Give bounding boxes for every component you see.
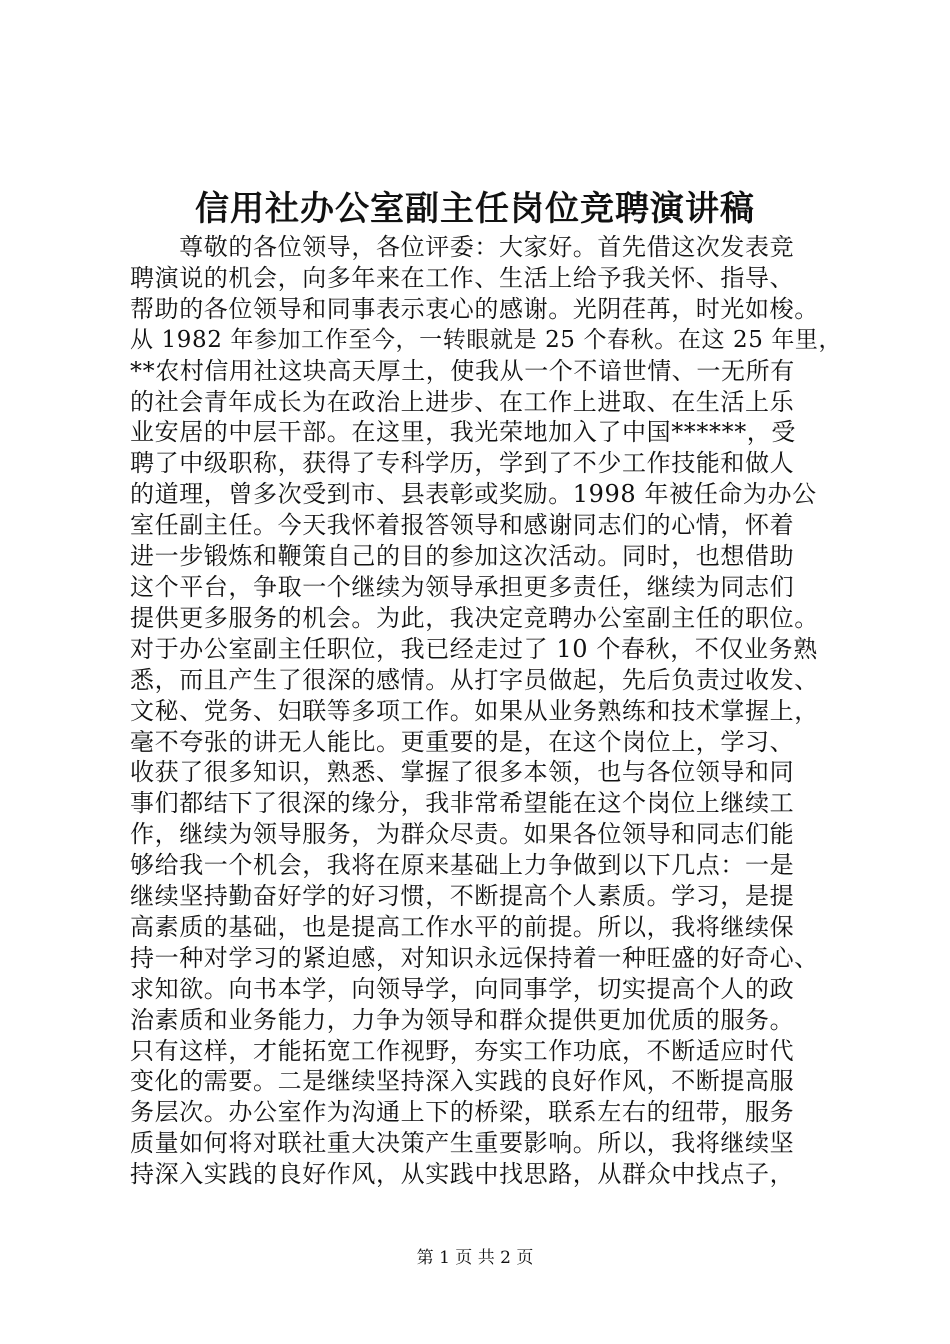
body-line: 高素质的基础，也是提高工作水平的前提。所以，我将继续保 (130, 912, 795, 941)
body-line: 质量如何将对联社重大决策产生重要影响。所以，我将继续坚 (130, 1129, 795, 1158)
body-line: 对于办公室副主任职位，我已经走过了 10 个春秋，不仅业务熟 (130, 634, 818, 663)
body-line: 毫不夸张的讲无人能比。更重要的是，在这个岗位上，学习、 (130, 727, 795, 756)
body-line: 聘了中级职称，获得了专科学历，学到了不少工作技能和做人 (130, 449, 795, 478)
body-line: 悉，而且产生了很深的感情。从打字员做起，先后负责过收发、 (130, 665, 819, 694)
body-line: 尊敬的各位领导，各位评委：大家好。首先借这次发表竞 (130, 233, 795, 261)
document-body (130, 232, 850, 1190)
body-line: 收获了很多知识，熟悉、掌握了很多本领，也与各位领导和同 (130, 758, 795, 787)
body-line: 事们都结下了很深的缘分，我非常希望能在这个岗位上继续工 (130, 789, 795, 818)
body-line: 业安居的中层干部。在这里，我光荣地加入了中国******，受 (130, 418, 796, 447)
body-line: 务层次。办公室作为沟通上下的桥梁，联系左右的纽带，服务 (130, 1098, 795, 1127)
page-number-footer: 第 1 页 共 2 页 (416, 1248, 534, 1268)
body-line: **农村信用社这块高天厚土，使我从一个不谙世情、一无所有 (130, 356, 795, 385)
body-line: 从 1982 年参加工作至今，一转眼就是 25 个春秋。在这 25 年里， (130, 326, 843, 353)
body-line: 的社会青年成长为在政治上进步、在工作上进取、在生活上乐 (130, 387, 795, 416)
body-line: 文秘、党务、妇联等多项工作。如果从业务熟练和技术掌握上， (130, 696, 819, 725)
body-line: 只有这样，才能拓宽工作视野，夯实工作功底，不断适应时代 (130, 1036, 795, 1065)
body-line: 进一步锻炼和鞭策自己的目的参加这次活动。同时，也想借助 (130, 542, 795, 571)
body-line: 持一种对学习的紧迫感，对知识永远保持着一种旺盛的好奇心、 (130, 943, 819, 972)
body-line: 治素质和业务能力，力争为领导和群众提供更加优质的服务。 (130, 1005, 795, 1034)
body-line: 变化的需要。二是继续坚持深入实践的良好作风，不断提高服 (130, 1067, 795, 1096)
body-line: 够给我一个机会，我将在原来基础上力争做到以下几点：一是 (130, 851, 795, 880)
body-line: 提供更多服务的机会。为此，我决定竞聘办公室副主任的职位。 (130, 603, 819, 632)
body-line: 帮助的各位领导和同事表示衷心的感谢。光阴荏苒，时光如梭。 (130, 294, 819, 323)
body-line: 继续坚持勤奋好学的好习惯，不断提高个人素质。学习，是提 (130, 882, 795, 911)
body-line: 求知欲。向书本学，向领导学，向同事学，切实提高个人的政 (130, 974, 795, 1003)
body-line: 室任副主任。今天我怀着报答领导和感谢同志们的心情，怀着 (130, 511, 795, 540)
body-line: 的道理，曾多次受到市、县表彰或奖励。1998 年被任命为办公 (130, 480, 817, 509)
document-title: 信用社办公室副主任岗位竞聘演讲稿 (195, 189, 755, 229)
body-line: 持深入实践的良好作风，从实践中找思路，从群众中找点子， (130, 1160, 795, 1189)
body-line: 聘演说的机会，向多年来在工作、生活上给予我关怀、指导、 (130, 263, 795, 292)
body-line: 这个平台，争取一个继续为领导承担更多责任，继续为同志们 (130, 572, 795, 601)
body-line: 作，继续为领导服务，为群众尽责。如果各位领导和同志们能 (130, 820, 795, 849)
